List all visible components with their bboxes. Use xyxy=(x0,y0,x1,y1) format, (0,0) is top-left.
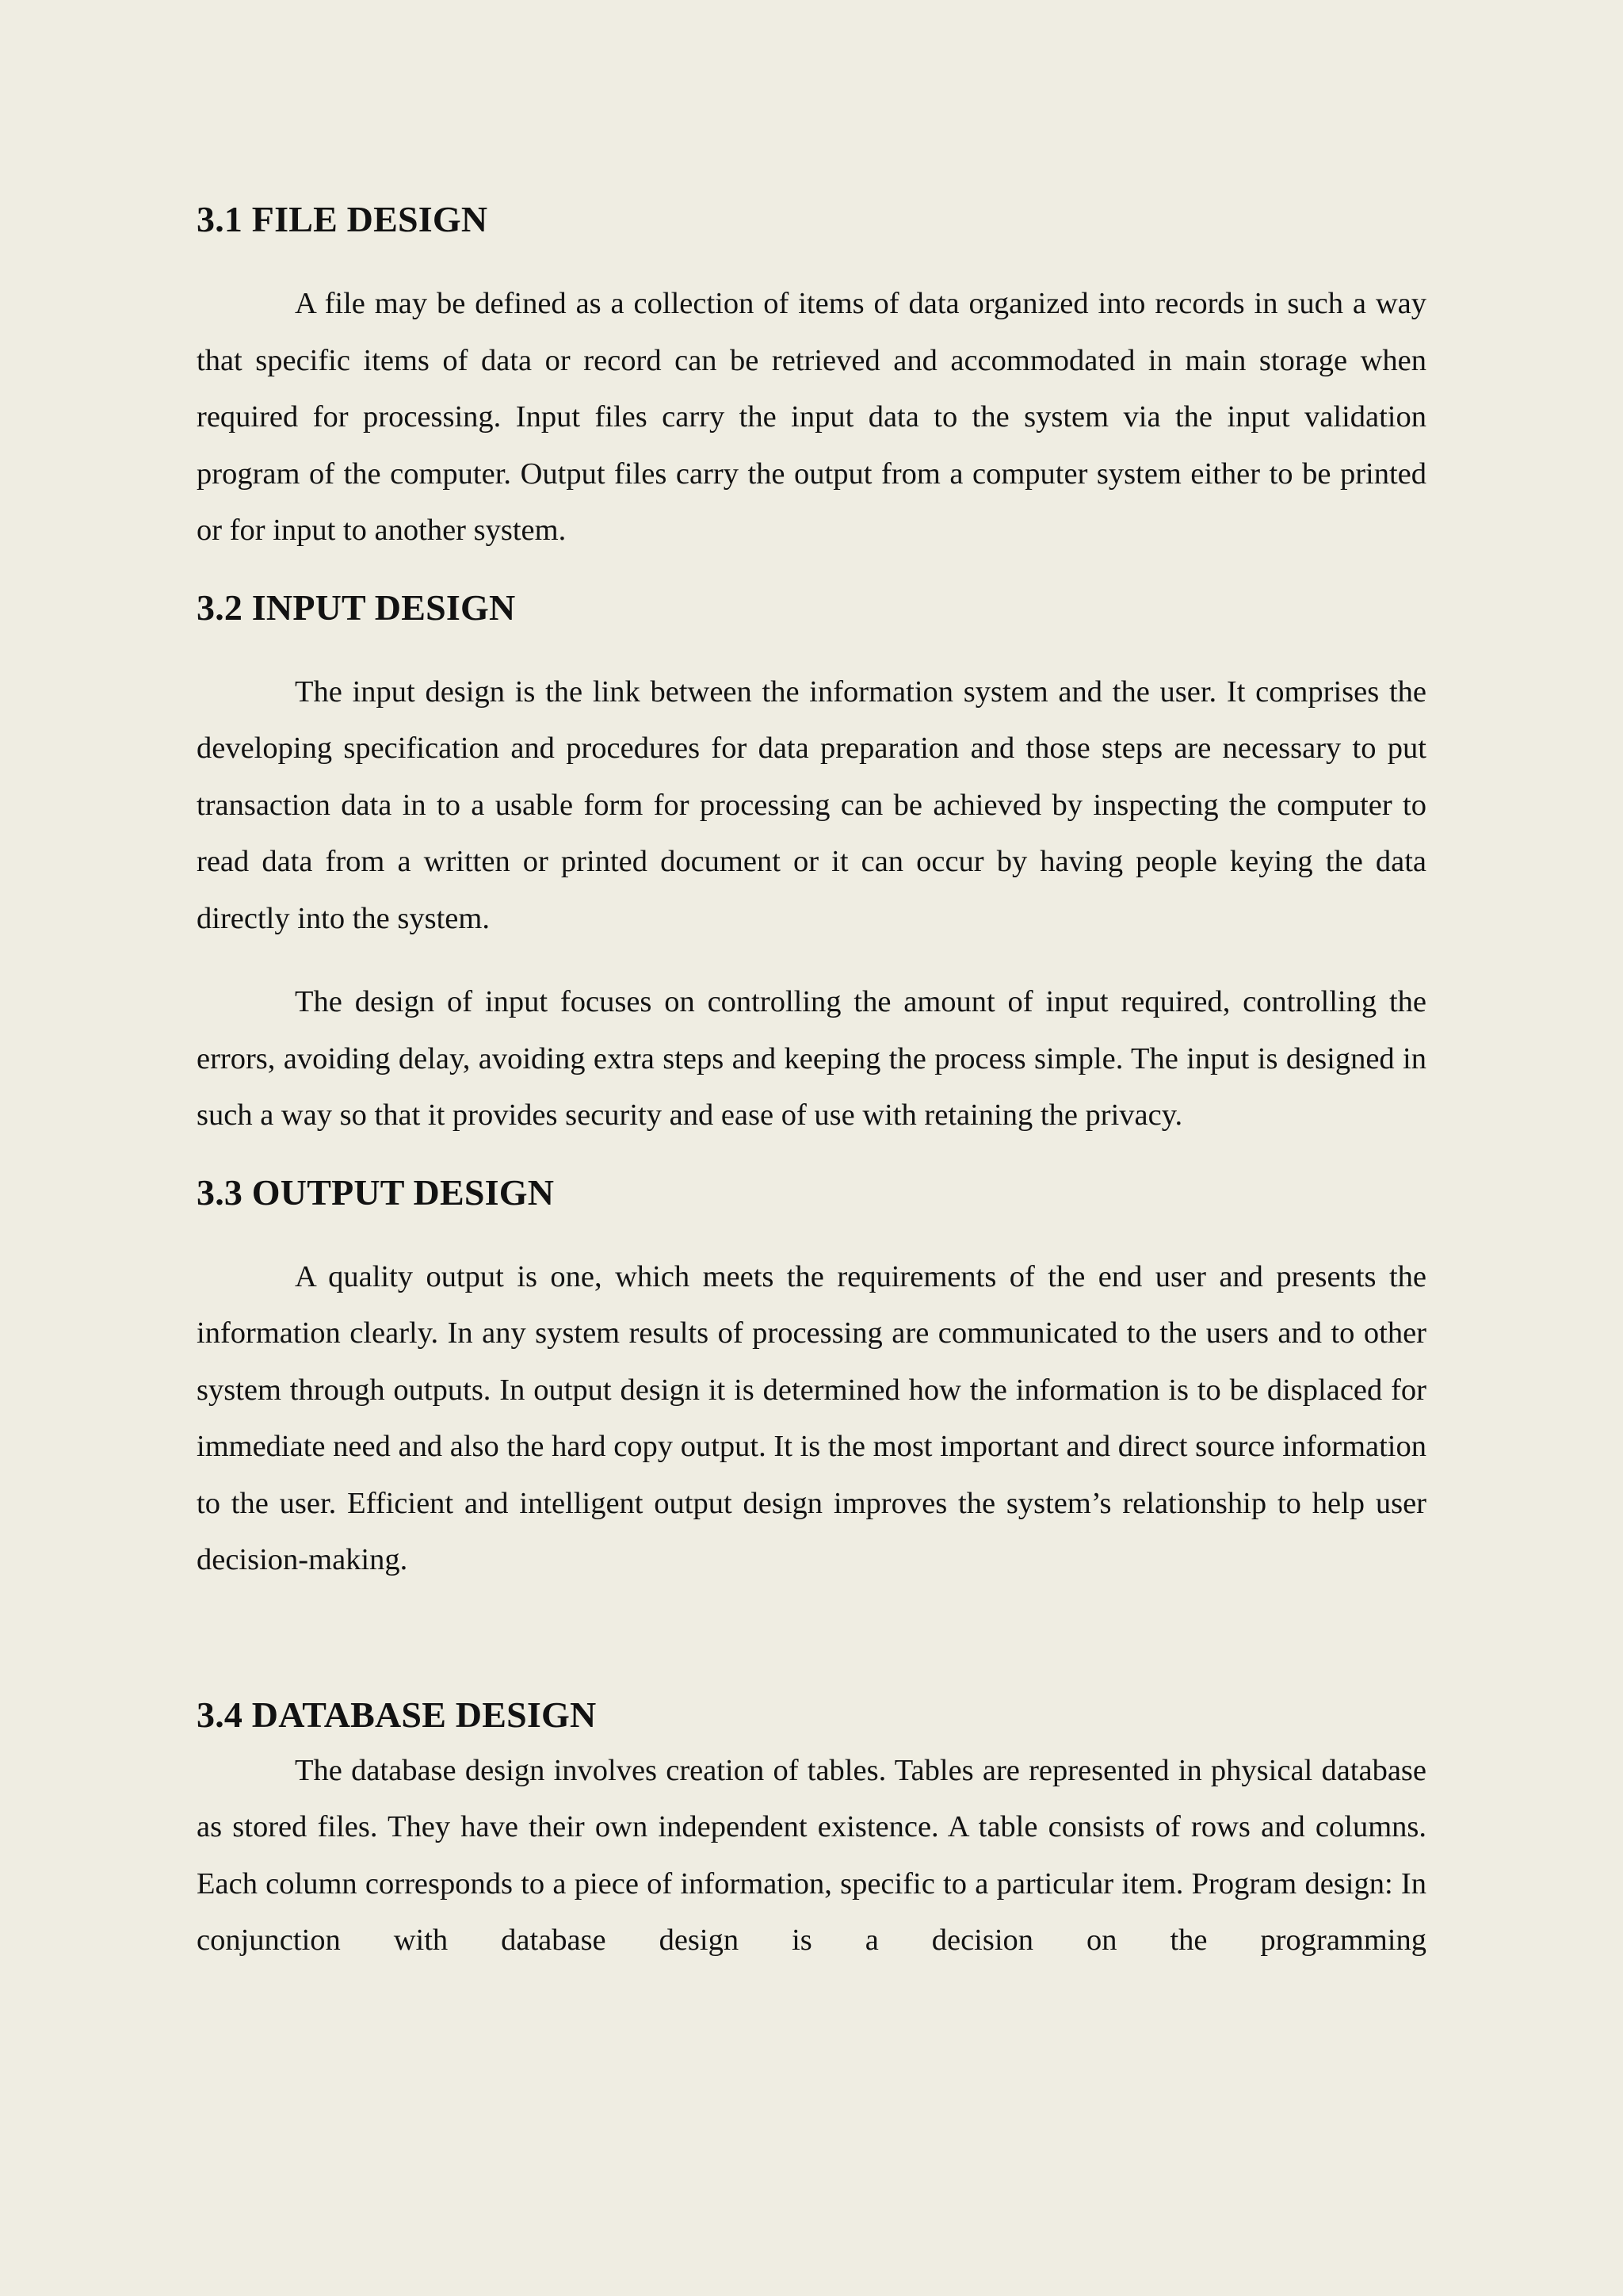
document-page xyxy=(197,197,1426,1969)
paragraph-database-design: The database design involves creation of tables. Tables are represented in physical database as stored files. They have their own independent existence. A table consists of rows and columns. Each column corresponds to a piece of information, specific to a particular item. Program design: In conjunction with database design is a decision on the programming xyxy=(197,1753,1426,1957)
section-heading-database-design: 3.4 DATABASE DESIGN xyxy=(197,1694,597,1735)
paragraph-input-design-2: The design of input focuses on controlling the amount of input required, controlling the errors, avoiding delay, avoiding extra steps and keeping the process simple. The input is designed in such a way so that it provides security and ease of use with retaining the privacy. xyxy=(197,985,1426,1132)
paragraph-file-design: A file may be defined as a collection of items of data organized into records in such a way that specific items of data or record can be retrieved and accommodated in main storage when required for processing. Input files carry the input data to the system via the input validation program of the computer. Output files carry the output from a computer system either to be printed or for input to another system. xyxy=(197,287,1426,547)
section-heading-input-design: 3.2 INPUT DESIGN xyxy=(197,586,516,628)
paragraph-input-design-1: The input design is the link between the information system and the user. It comprises the developing specification and procedures for data preparation and those steps are necessary to put transaction data in to a usable form for processing can be achieved by inspecting the computer to read data from a written or printed document or it can occur by having people keying the data directly into the system. xyxy=(197,674,1426,935)
section-heading-file-design: 3.1 FILE DESIGN xyxy=(197,199,488,239)
paragraph-output-design: A quality output is one, which meets the requirements of the end user and presents the information clearly. In any system results of processing are communicated to the users and to other system through outputs. In output design it is determined how the information is to be displaced for immediate need and also the hard copy output. It is the most important and direct source information to the user. Efficient and intelligent output design improves the system’s relationship to help user decision-making. xyxy=(197,1259,1426,1576)
section-heading-output-design: 3.3 OUTPUT DESIGN xyxy=(197,1171,555,1213)
